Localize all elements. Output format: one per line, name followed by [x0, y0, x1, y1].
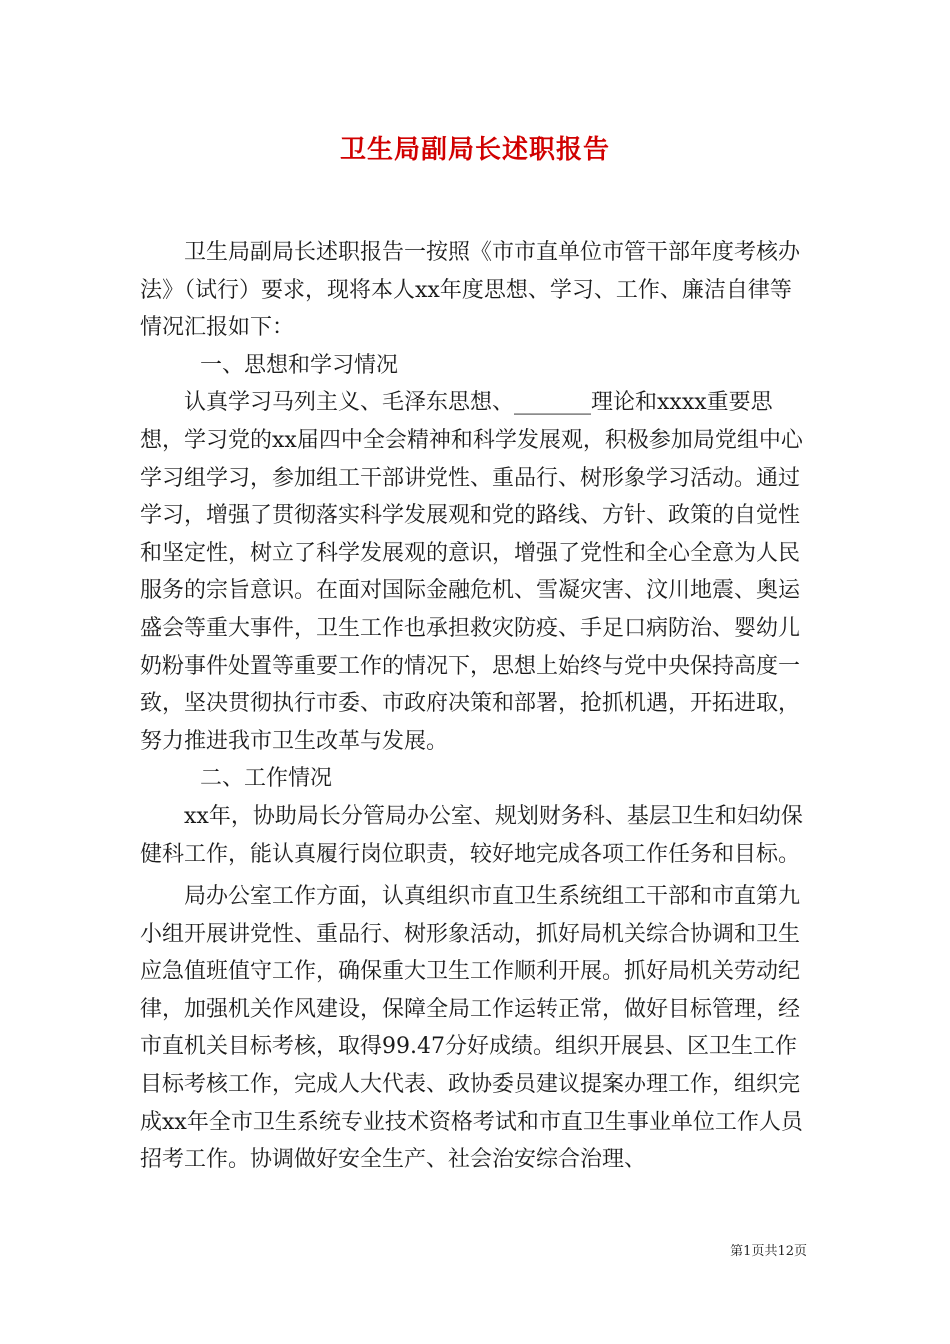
office-work-paragraph: 局办公室工作方面，认真组织市直卫生系统组工干部和市直第九小组开展讲党性、重品行、树形象活动，抓好局机关综合协调和卫生应急值班值守工作，确保重大卫生工作顺利开展。抓好局机关劳动纪律，加强机关作风建设，保障全局工作运转正常，做好目标管理，经市直机关目标考核，取得99.47分好成绩。组织开展县、区卫生工作目标考核工作，完成人大代表、政协委员建议提案办理工作，组织完成xx年全市卫生系统专业技术资格考试和市直卫生事业单位工作人员招考工作。协调做好安全生产、社会治安综合治理、 [140, 884, 803, 1173]
section-heading-work: 二、工作情况 [200, 766, 333, 792]
page-number: 第1页共12页 [730, 1244, 807, 1259]
section-heading-thought-study: 一、思想和学习情况 [200, 352, 399, 378]
document-title: 卫生局副局长述职报告 [339, 135, 610, 165]
document-body [140, 234, 812, 1179]
intro-paragraph: 卫生局副局长述职报告一按照《市市直单位市管干部年度考核办法》（试行）要求，现将本人xx年度思想、学习、工作、廉洁自律等情况汇报如下： [140, 240, 801, 341]
thought-study-paragraph: 认真学习马列主义、毛泽东思想、_______理论和xxxx重要思想，学习党的xx届四中全会精神和科学发展观，积极参加局党组中心学习组学习，参加组工干部讲党性、重品行、树形象学习活动。通过学习，增强了贯彻落实科学发展观和党的路线、方针、政策的自觉性和坚定性，树立了科学发展观的意识，增强了党性和全心全意为人民服务的宗旨意识。在面对国际金融危机、雪凝灾害、汶川地震、奥运盛会等重大事件，卫生工作也承担救灾防疫、手足口病防治、婴幼儿奶粉事件处置等重要工作的情况下，思想上始终与党中央保持高度一致，坚决贯彻执行市委、市政府决策和部署，抢抓机遇，开拓进取，努力推进我市卫生改革与发展。 [140, 390, 803, 754]
work-overview-paragraph: xx年，协助局长分管局办公室、规划财务科、基层卫生和妇幼保健科工作，能认真履行岗位职责，较好地完成各项工作任务和目标。 [140, 803, 803, 867]
